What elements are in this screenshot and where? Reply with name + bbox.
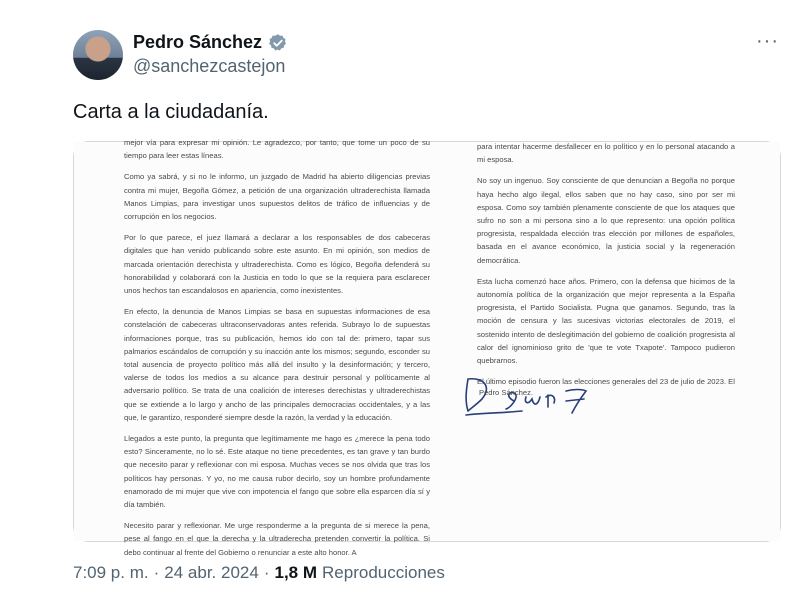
tweet-meta <box>73 563 445 583</box>
author-name[interactable]: Pedro Sánchez <box>133 32 263 52</box>
tweet-date[interactable]: 24 abr. 2024 <box>164 563 259 582</box>
author-handle[interactable]: @sanchezcastejon <box>133 56 286 76</box>
letter-paragraph: para intentar hacerme desfallecer en lo político y en lo personal atacando a mi esposa. <box>477 142 735 165</box>
tweet-text: Carta a la ciudadanía. <box>73 101 269 123</box>
tweet-time[interactable]: 7:09 p. m. <box>73 563 149 582</box>
signature-name: Pedro Sánchez. <box>479 388 534 397</box>
letter-paragraph: Llegados a este punto, la pregunta que legítimamente me hago es ¿merece la pena todo esto? Sinceramente, no lo sé. Este ataque no tiene precedentes, es tan grave y tan burdo que necesito parar y reflexionar con mi esposa. Muchas veces se nos olvida que tras los políticos hay personas. Y yo, no me causa rubor decirlo, soy un hombre profundamente enamorado de mi mujer que vive con impotencia el fango que sobre ella esparcen día sí y día también. <box>124 434 430 510</box>
letter-left-column <box>124 136 430 567</box>
more-options-icon[interactable]: ··· <box>756 30 779 52</box>
views-label: Reproducciones <box>322 563 445 582</box>
views-count: 1,8 M <box>274 563 318 582</box>
avatar[interactable] <box>73 30 123 80</box>
letter-paragraph: En efecto, la denuncia de Manos Limpias se basa en supuestas informaciones de esa constelación de cabeceras ultraconservadoras antes referida. Subrayo lo de supuestas informaciones porque, tras su publicación, hemos ido con tal de: primero, tapar sus palmarios escándalos de corrupción y su inacción ante los mismos; segundo, esconder su total ausencia de proyecto político más allá del insulto y la desinformación; y tercero, valerse de todos los medios a su alcance para destruir personal y políticamente al adversario político. Se trata de una coalición de intereses derechistas y ultraderechistas que se extiende a lo largo y ancho de las principales democracias occidentales, y a las que, le garantizo, responderé siempre desde la razón, la verdad y la educación. <box>124 307 430 422</box>
letter-paragraph: Necesito parar y reflexionar. Me urge responderme a la pregunta de si merece la pena, pese al fango en el que la derecha y la ultraderecha pretenden convertir la política. Si debo continuar al frente del Gobierno o renunciar a este alto honor. A <box>124 521 430 557</box>
letter-paragraph: Como ya sabrá, y si no le informo, un juzgado de Madrid ha abierto diligencias previas contra mi mujer, Begoña Gómez, a petición de una organización ultraderechista llamada Manos Limpias, para investigar unos supuestos delitos de tráfico de influencias y de corrupción en los negocios. <box>124 172 430 222</box>
separator: · <box>263 563 270 582</box>
separator: · <box>153 563 160 582</box>
verified-badge-icon[interactable] <box>268 33 288 53</box>
letter-paragraph: El último episodio fueron las elecciones generales del 23 de julio de 2023. El <box>477 377 735 387</box>
letter-paragraph: mejor vía para expresar mi opinión. Le agradezco, por tanto, que tome un poco de su tiempo para leer estas líneas. <box>124 138 430 161</box>
author-row <box>133 32 288 53</box>
letter-paragraph: Esta lucha comenzó hace años. Primero, con la defensa que hicimos de la autonomía política de la organización que mejor representa a la España progresista, el Partido Socialista. Pugna que ganamos. Segundo, tras la moción de censura y las sucesivas victorias electorales de 2019, el sostenido intento de deslegitimación del gobierno de coalición progresista al calor del ignominioso grito de 'que te vote Txapote'. Tampoco pudieron quebrarnos. <box>477 276 735 366</box>
letter-paragraph: No soy un ingenuo. Soy consciente de que denuncian a Begoña no porque haya hecho algo ilegal, ellos saben que no hay caso, sino por ser mi esposa. Como soy también plenamente consciente de que los ataques que sufro no son a mi persona sino a lo que represento: una opción política progresista, respaldada elección tras elección por millones de españoles, basada en el avance económico, la justicia social y la regeneración democrática. <box>477 176 735 265</box>
tweet-media-image[interactable] <box>73 138 781 557</box>
letter-right-column <box>477 140 735 396</box>
letter-paragraph: Por lo que parece, el juez llamará a declarar a los responsables de dos cabeceras digitales que han venido publicando sobre este asunto. En mi opinión, son medios de marcada orientación derechista y ultraderechista. Como es lógico, Begoña defenderá su honorabilidad y colaborará con la Justicia en todo lo que se la requiera para esclarecer unos hechos tan escandalosos en apariencia, como inexistentes. <box>124 233 430 296</box>
